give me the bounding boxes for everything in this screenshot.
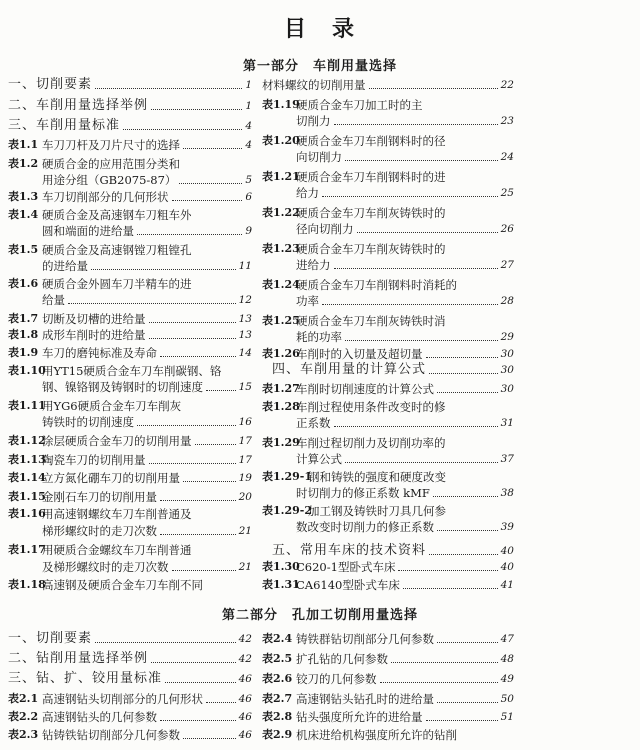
toc-entry-title: 车刀的磨钝标准及寿命 [42, 346, 157, 360]
toc-entry[interactable] [262, 347, 514, 361]
dot-leader [345, 462, 498, 463]
dot-leader [160, 534, 236, 535]
toc-entry-page: 42 [238, 633, 252, 645]
dot-leader [95, 88, 242, 89]
dot-leader [172, 570, 236, 571]
toc-entry-number: 表2.7 [262, 692, 293, 705]
toc-entry-number: 表2.5 [262, 652, 293, 665]
toc-entry-page: 46 [238, 673, 252, 685]
toc-entry-title: 扩孔钻的几何参数 [296, 652, 388, 666]
toc-entry-title: 硬质合金车刀车削钢料时的进 [296, 170, 446, 184]
toc-entry-title: C620-1型卧式车床 [296, 560, 396, 574]
dot-leader [334, 124, 498, 125]
toc-entry[interactable] [262, 114, 514, 128]
toc-entry-page: 46 [238, 729, 252, 741]
toc-entry-page: 40 [500, 545, 514, 557]
dot-leader [149, 338, 236, 339]
dot-leader [429, 373, 498, 374]
toc-entry[interactable] [8, 243, 252, 257]
dot-leader [68, 303, 236, 304]
dot-leader [95, 642, 236, 643]
toc-title: 目 录 [283, 16, 356, 42]
toc-entry[interactable] [262, 436, 514, 450]
toc-entry[interactable] [262, 520, 514, 534]
toc-entry-number: 表1.4 [8, 208, 39, 221]
toc-entry-page: 6 [245, 191, 252, 203]
toc-entry-title: 钢、镍铬钢及铸钢时的切削速度 [42, 380, 203, 394]
toc-entry-number: 表1.1 [8, 138, 39, 151]
toc-entry-number: 表1.8 [8, 328, 39, 341]
toc-entry[interactable] [8, 490, 252, 504]
dot-leader [195, 444, 236, 445]
toc-entry[interactable] [272, 363, 514, 377]
toc-entry-page: 38 [500, 487, 514, 499]
dot-leader [398, 570, 497, 571]
dot-leader [433, 496, 498, 497]
toc-entry-title: 梯形螺纹时的走刀次数 [42, 524, 157, 538]
toc-entry[interactable] [8, 99, 252, 113]
toc-entry-title: 切断及切槽的进给量 [42, 312, 146, 326]
toc-entry-title: 硬质合金及高速钢镗刀粗镗孔 [42, 243, 192, 257]
dot-leader [165, 682, 236, 683]
toc-entry-page: 25 [500, 187, 514, 199]
toc-entry-number: 表1.23 [262, 242, 300, 255]
toc-entry-title: 一、切削要素 [8, 631, 93, 646]
toc-entry-number: 表2.3 [8, 728, 39, 741]
toc-entry-title: 及梯形螺纹时的走刀次数 [42, 560, 169, 574]
toc-entry[interactable] [262, 242, 514, 256]
toc-entry[interactable] [262, 416, 514, 430]
toc-entry-title: 立方氮化硼车刀的切削用量 [42, 471, 180, 485]
toc-entry-title: 车削时的入切量及超切量 [296, 347, 423, 361]
toc-entry-number: 表1.29 [262, 436, 300, 449]
toc-entry-page: 23 [500, 115, 514, 127]
toc-entry-title: 车削过程使用条件改变时的修 [296, 400, 446, 414]
toc-entry[interactable] [262, 222, 514, 236]
toc-entry-number: 表1.24 [262, 278, 300, 291]
toc-entry[interactable] [8, 560, 252, 574]
toc-entry-page: 49 [500, 673, 514, 685]
toc-entry[interactable] [8, 453, 252, 467]
toc-entry[interactable] [8, 415, 252, 429]
toc-entry-title: 硬质合金车刀车削灰铸铁时的 [296, 206, 446, 220]
toc-entry[interactable] [8, 293, 252, 307]
toc-entry[interactable] [262, 98, 514, 112]
toc-entry-title: 耗的功率 [296, 330, 342, 344]
toc-entry-title: 向切削力 [296, 150, 342, 164]
toc-entry-number: 表2.1 [8, 692, 39, 705]
toc-entry[interactable] [262, 672, 514, 686]
toc-entry-number: 表2.4 [262, 632, 293, 645]
toc-entry[interactable] [262, 486, 514, 500]
toc-entry-number: 表1.12 [8, 434, 46, 447]
toc-entry-title: 的进给量 [42, 259, 88, 273]
dot-leader [369, 88, 498, 89]
dot-leader [426, 720, 498, 721]
toc-entry-title: 陶瓷车刀的切削用量 [42, 453, 146, 467]
toc-entry-page: 48 [500, 653, 514, 665]
toc-entry-number: 表1.29-2 [262, 504, 313, 517]
toc-entry-page: 13 [238, 313, 252, 325]
toc-entry-title: 二、车削用量选择举例 [8, 98, 149, 113]
toc-entry[interactable] [8, 543, 252, 557]
toc-entry-page: 27 [500, 259, 514, 271]
toc-entry-page: 30 [500, 348, 514, 360]
toc-entry[interactable] [262, 560, 514, 574]
toc-entry-number: 表2.8 [262, 710, 293, 723]
toc-entry-title: 钢和铸铁的强度和硬度改变 [308, 470, 446, 484]
dot-leader [345, 340, 498, 341]
dot-leader [149, 463, 236, 464]
toc-entry-page: 11 [238, 260, 252, 272]
toc-entry-title: 时切削力的修正系数 kMF [296, 486, 430, 500]
toc-entry-page: 50 [500, 693, 514, 705]
toc-entry-title: 钻铸铁钻切削部分几何参数 [42, 728, 180, 742]
toc-entry[interactable] [8, 710, 252, 724]
toc-entry-number: 表2.6 [262, 672, 293, 685]
toc-entry[interactable] [8, 173, 252, 187]
dot-leader [151, 109, 242, 110]
toc-entry-title: 用YT15硬质合金车刀车削碳钢、铬 [42, 364, 222, 378]
toc-entry[interactable] [8, 524, 252, 538]
toc-entry-number: 表1.26 [262, 347, 300, 360]
toc-entry-title: 二、钻削用量选择举例 [8, 651, 149, 666]
toc-entry-title: 切削力 [296, 114, 331, 128]
toc-entry[interactable] [8, 78, 252, 92]
toc-entry[interactable] [8, 328, 252, 342]
toc-entry-page: 29 [500, 331, 514, 343]
toc-entry-page: 1 [245, 79, 252, 91]
toc-entry[interactable] [8, 471, 252, 485]
toc-entry[interactable] [8, 157, 252, 171]
toc-entry-number: 表1.10 [8, 364, 46, 377]
dot-leader [437, 530, 498, 531]
toc-entry-title: 硬质合金及高速钢车刀粗车外 [42, 208, 192, 222]
dot-leader [91, 269, 236, 270]
toc-entry-number: 表1.31 [262, 578, 300, 591]
toc-entry-title: 车刀切削部分的几何形状 [42, 190, 169, 204]
toc-entry-number: 表1.3 [8, 190, 39, 203]
dot-leader [345, 160, 498, 161]
toc-entry[interactable] [8, 208, 252, 222]
toc-entry-title: 铸铁时的切削速度 [42, 415, 134, 429]
toc-entry-title: 用YG6硬质合金车刀车削灰 [42, 399, 182, 413]
toc-entry-title: 硬质合金车刀车削灰铸铁时消 [296, 314, 446, 328]
toc-entry-page: 37 [500, 453, 514, 465]
toc-entry[interactable] [8, 632, 252, 646]
toc-entry[interactable] [272, 544, 514, 558]
toc-entry-number: 表1.6 [8, 277, 39, 290]
toc-entry-title: 硬质合金车刀车削钢料时的径 [296, 134, 446, 148]
dot-leader [357, 232, 498, 233]
toc-entry-number: 表1.15 [8, 490, 46, 503]
toc-entry-number: 表2.9 [262, 728, 293, 741]
toc-entry[interactable] [262, 294, 514, 308]
toc-entry[interactable] [8, 312, 252, 326]
toc-entry[interactable] [8, 364, 252, 378]
toc-entry[interactable] [8, 259, 252, 273]
toc-entry-title: 金刚石车刀的切削用量 [42, 490, 157, 504]
dot-leader [391, 662, 498, 663]
toc-entry[interactable] [8, 692, 252, 706]
toc-entry-title: 给量 [42, 293, 65, 307]
toc-entry-page: 28 [500, 295, 514, 307]
toc-entry-title: 铰刀的几何参数 [296, 672, 377, 686]
toc-entry-title: 三、车削用量标准 [8, 118, 121, 133]
toc-entry-number: 表1.19 [262, 98, 300, 111]
toc-entry-title: 计算公式 [296, 452, 342, 466]
toc-entry[interactable] [262, 186, 514, 200]
dot-leader [137, 234, 242, 235]
toc-entry[interactable] [262, 504, 514, 518]
toc-entry[interactable] [262, 470, 514, 484]
toc-entry[interactable] [262, 258, 514, 272]
toc-entry-page: 9 [245, 225, 252, 237]
toc-entry-title: 涂层硬质合金车刀的切削用量 [42, 434, 192, 448]
toc-entry[interactable] [262, 452, 514, 466]
toc-entry-number: 表1.20 [262, 134, 300, 147]
toc-entry[interactable] [262, 314, 514, 328]
dot-leader [437, 702, 498, 703]
toc-entry-number: 表1.11 [8, 399, 46, 412]
toc-entry[interactable] [262, 150, 514, 164]
dot-leader [149, 322, 236, 323]
toc-entry-page: 41 [500, 579, 514, 591]
toc-entry-page: 20 [238, 491, 252, 503]
toc-entry[interactable] [262, 578, 514, 592]
toc-entry-title: 机床进给机构强度所允许的钻削 [296, 728, 457, 742]
dot-leader [179, 183, 242, 184]
toc-entry[interactable] [8, 507, 252, 521]
dot-leader [183, 481, 236, 482]
dot-leader [123, 129, 242, 130]
toc-entry-page: 15 [238, 381, 252, 393]
dot-leader [437, 392, 498, 393]
toc-entry-number: 表1.18 [8, 578, 46, 591]
toc-entry-page: 13 [238, 329, 252, 341]
toc-entry[interactable] [8, 224, 252, 238]
toc-entry-page: 1 [245, 100, 252, 112]
toc-entry[interactable] [8, 672, 252, 686]
toc-entry-number: 表1.2 [8, 157, 39, 170]
toc-entry[interactable] [8, 119, 252, 133]
dot-leader [429, 554, 498, 555]
dot-leader [322, 196, 498, 197]
toc-entry-page: 19 [238, 472, 252, 484]
toc-entry-number: 表1.27 [262, 382, 300, 395]
toc-entry[interactable] [262, 652, 514, 666]
toc-entry[interactable] [8, 138, 252, 152]
toc-entry-title: 高速钢钻头的几何参数 [42, 710, 157, 724]
toc-entry-number: 表1.30 [262, 560, 300, 573]
toc-entry-page: 21 [238, 561, 252, 573]
toc-entry-page: 39 [500, 521, 514, 533]
toc-entry-title: 给力 [296, 186, 319, 200]
toc-entry-number: 表1.22 [262, 206, 300, 219]
toc-entry-number: 表1.14 [8, 471, 46, 484]
toc-entry-page: 42 [238, 653, 252, 665]
toc-entry-title: 进给力 [296, 258, 331, 272]
toc-entry-title: 三、钻、扩、铰用量标准 [8, 671, 163, 686]
toc-entry-page: 26 [500, 223, 514, 235]
dot-leader [206, 702, 236, 703]
toc-entry-page: 21 [238, 525, 252, 537]
toc-entry[interactable] [8, 277, 252, 291]
dot-leader [426, 357, 498, 358]
toc-entry[interactable] [262, 710, 514, 724]
toc-entry[interactable] [262, 692, 514, 706]
dot-leader [437, 642, 498, 643]
toc-entry[interactable] [8, 380, 252, 394]
toc-entry-page: 5 [245, 174, 252, 186]
toc-entry-number: 表1.7 [8, 312, 39, 325]
toc-entry-page: 30 [500, 364, 514, 376]
toc-entry[interactable] [262, 134, 514, 148]
toc-entry-page: 17 [238, 435, 252, 447]
toc-entry[interactable] [8, 434, 252, 448]
toc-entry[interactable] [8, 578, 252, 592]
toc-entry[interactable] [262, 330, 514, 344]
toc-entry-page: 51 [500, 711, 514, 723]
dot-leader [183, 738, 236, 739]
toc-entry-title: 硬质合金的应用范围分类和 [42, 157, 180, 171]
toc-entry-page: 30 [500, 383, 514, 395]
dot-leader [183, 148, 242, 149]
toc-entry[interactable] [262, 170, 514, 184]
toc-entry-page: 4 [245, 139, 252, 151]
dot-leader [380, 682, 498, 683]
dot-leader [160, 500, 236, 501]
toc-entry[interactable] [262, 78, 514, 92]
dot-leader [206, 390, 236, 391]
toc-entry-title: CA6140型卧式车床 [296, 578, 400, 592]
toc-entry-title: 四、车削用量的计算公式 [272, 362, 427, 377]
toc-entry-title: 用高速钢螺纹车刀车削普通及 [42, 507, 192, 521]
toc-entry-title: 加工钢及铸铁时刀具几何参 [308, 504, 446, 518]
toc-entry-title: 圆和端面的进给量 [42, 224, 134, 238]
dot-leader [151, 662, 236, 663]
toc-entry-number: 表1.21 [262, 170, 300, 183]
toc-entry-title: 硬质合金车刀加工时的主 [296, 98, 423, 112]
toc-entry-page: 24 [500, 151, 514, 163]
toc-entry-page: 14 [238, 347, 252, 359]
toc-entry[interactable] [262, 728, 514, 742]
toc-entry-title: 车削过程切削力及切削功率的 [296, 436, 446, 450]
toc-entry-title: 车削时切削速度的计算公式 [296, 382, 434, 396]
toc-entry-title: 高速钢钻头钻孔时的进给量 [296, 692, 434, 706]
toc-entry[interactable] [262, 382, 514, 396]
toc-entry[interactable] [262, 400, 514, 414]
part2-title: 第二部分 孔加工切削用量选择 [221, 608, 418, 623]
toc-entry[interactable] [8, 652, 252, 666]
dot-leader [172, 200, 243, 201]
toc-entry-title: 数改变时切削力的修正系数 [296, 520, 434, 534]
toc-entry-number: 表1.16 [8, 507, 46, 520]
toc-entry[interactable] [8, 399, 252, 413]
toc-entry-number: 表1.29-1 [262, 470, 313, 483]
toc-entry-page: 17 [238, 454, 252, 466]
toc-entry-number: 表1.28 [262, 400, 300, 413]
toc-entry-page: 12 [238, 294, 252, 306]
toc-entry-page: 46 [238, 711, 252, 723]
toc-entry-number: 表1.17 [8, 543, 46, 556]
dot-leader [403, 588, 498, 589]
toc-entry-title: 硬质合金车刀车削钢料时消耗的 [296, 278, 457, 292]
toc-entry-title: 一、切削要素 [8, 77, 93, 92]
toc-entry-number: 表1.9 [8, 346, 39, 359]
toc-entry[interactable] [8, 728, 252, 742]
toc-entry-title: 高速钢及硬质合金车刀车削不同 [42, 578, 203, 592]
toc-entry-number: 表2.2 [8, 710, 39, 723]
toc-entry[interactable] [262, 278, 514, 292]
toc-entry-page: 47 [500, 633, 514, 645]
toc-entry-title: 硬质合金外圆车刀半精车的进 [42, 277, 192, 291]
toc-entry-title: 功率 [296, 294, 319, 308]
dot-leader [334, 426, 498, 427]
toc-entry-title: 钻头强度所允许的进给量 [296, 710, 423, 724]
toc-entry[interactable] [8, 190, 252, 204]
toc-entry-title: 高速钢钻头切削部分的几何形状 [42, 692, 203, 706]
part1-title: 第一部分 车削用量选择 [242, 59, 397, 74]
toc-entry[interactable] [8, 346, 252, 360]
toc-entry[interactable] [262, 632, 514, 646]
toc-entry-title: 铸铁群钻切削部分几何参数 [296, 632, 434, 646]
toc-entry-title: 材料螺纹的切削用量 [262, 78, 366, 92]
toc-entry-page: 46 [238, 693, 252, 705]
dot-leader [160, 720, 236, 721]
toc-entry-title: 用途分组（GB2075-87） [42, 173, 177, 187]
toc-entry-number: 表1.25 [262, 314, 300, 327]
toc-entry-page: 40 [500, 561, 514, 573]
toc-entry-number: 表1.5 [8, 243, 39, 256]
toc-entry[interactable] [262, 206, 514, 220]
dot-leader [322, 304, 498, 305]
toc-entry-page: 31 [500, 417, 514, 429]
dot-leader [160, 356, 236, 357]
toc-entry-title: 成形车削时的进给量 [42, 328, 146, 342]
toc-entry-title: 车刀刀杆及刀片尺寸的选择 [42, 138, 180, 152]
toc-entry-title: 正系数 [296, 416, 331, 430]
toc-entry-page: 22 [500, 79, 514, 91]
toc-entry-title: 用硬质合金螺纹车刀车削普通 [42, 543, 192, 557]
toc-entry-number: 表1.13 [8, 453, 46, 466]
toc-entry-title: 五、常用车床的技术资料 [272, 543, 427, 558]
toc-entry-page: 16 [238, 416, 252, 428]
toc-entry-title: 硬质合金车刀车削灰铸铁时的 [296, 242, 446, 256]
dot-leader [137, 425, 236, 426]
toc-entry-title: 径向切削力 [296, 222, 354, 236]
toc-entry-page: 4 [245, 120, 252, 132]
dot-leader [334, 268, 498, 269]
